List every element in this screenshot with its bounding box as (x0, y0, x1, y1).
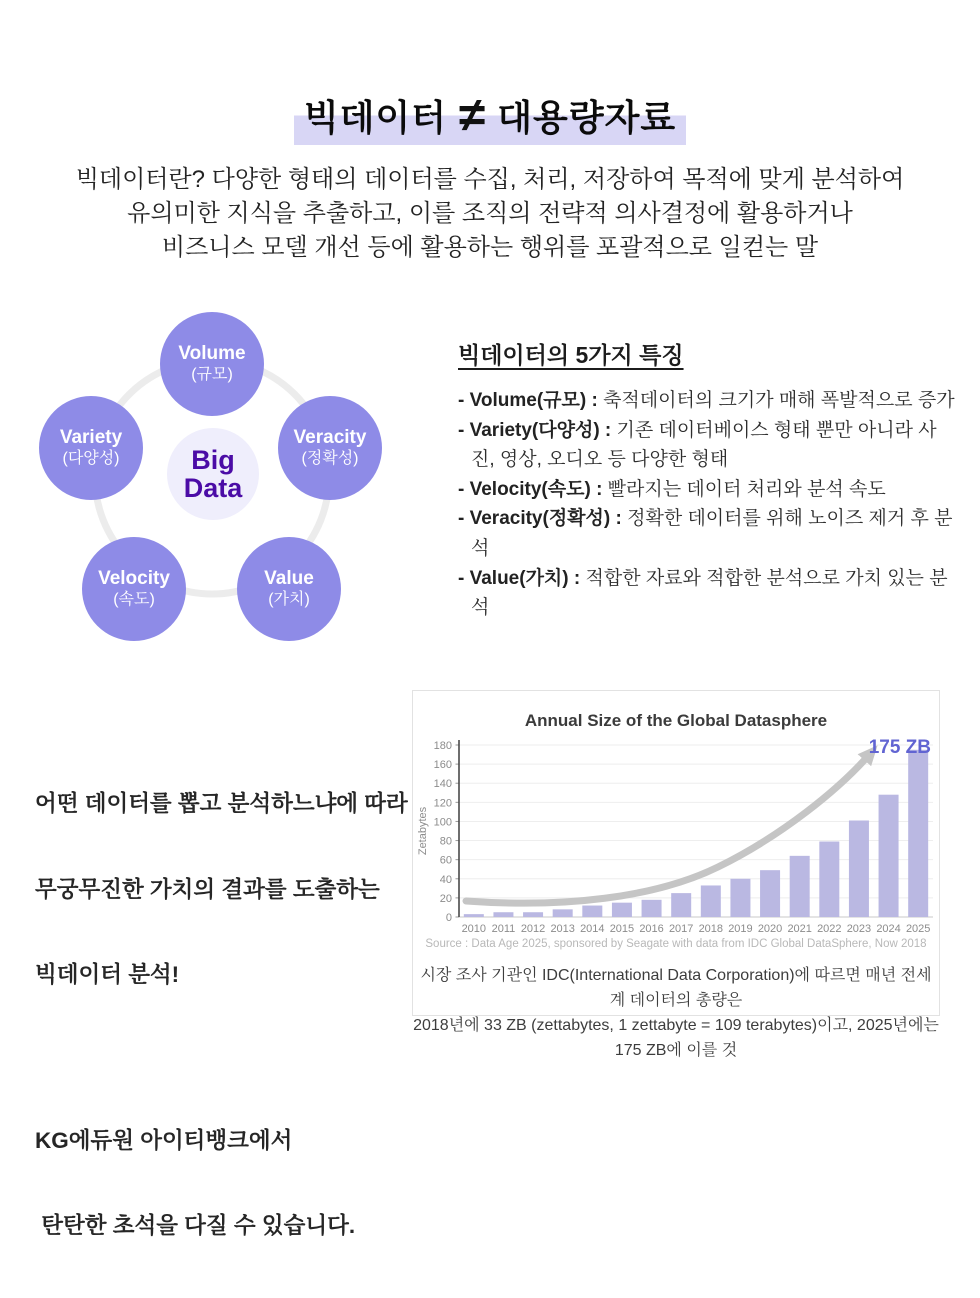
svg-text:2020: 2020 (757, 923, 783, 935)
promo-line: 탄탄한 초석을 다질 수 있습니다. (35, 1213, 356, 1238)
node-velocity-label: Velocity (98, 568, 170, 589)
feature-term: - Veracity(정확성) : (458, 508, 628, 530)
node-variety (39, 396, 143, 500)
feature-term: - Velocity(속도) : (458, 478, 608, 500)
node-variety-sub: (다양성) (62, 450, 120, 467)
promo-line: 빅데이터 분석! (35, 962, 180, 987)
not-equal-symbol: ≠ (458, 88, 486, 142)
node-variety-label: Variety (59, 427, 123, 448)
feature-item-veracity (458, 504, 958, 563)
feature-term: - Value(가치) : (458, 567, 586, 589)
svg-text:2018: 2018 (698, 923, 724, 935)
svg-text:80: 80 (439, 835, 452, 848)
svg-text:100: 100 (433, 816, 452, 829)
intro-paragraph (0, 163, 980, 265)
feature-item-velocity (458, 475, 958, 505)
center-node-big-data (167, 428, 259, 520)
node-value-sub: (가치) (268, 591, 310, 608)
svg-text:0: 0 (445, 912, 452, 924)
intro-line-3: 비즈니스 모델 개선 등에 활용하는 행위를 포괄적으로 일컫는 말 (161, 234, 819, 261)
node-velocity (82, 537, 186, 641)
features-heading: 빅데이터의 5가지 특징 (458, 342, 684, 368)
intro-line-1: 빅데이터란? 다양한 형태의 데이터를 수집, 처리, 저장하여 목적에 맞게 분석하여 (75, 166, 905, 193)
feature-term: - Volume(규모) : (458, 390, 604, 411)
feature-item-variety (458, 416, 958, 475)
center-line-1: Big (191, 445, 235, 475)
promo-line: 무궁무진한 가치의 결과를 도출하는 (35, 876, 380, 902)
chart-caption-line-1: 시장 조사 기관인 IDC(International Data Corporation)에 따르면 매년 전세계 데이터의 총량은 (420, 967, 932, 1009)
node-veracity (278, 396, 382, 500)
feature-desc: 적합한 자료와 적합한 분석으로 가치 있는 분석 (471, 567, 948, 619)
title-highlight (294, 90, 686, 145)
chart-caption-line-2: 2018년에 33 ZB (zettabytes, 1 zettabyte = 109 terabytes)이고, 2025년에는 175 ZB에 이를 것 (413, 1017, 939, 1059)
feature-item-volume (458, 386, 958, 416)
features-section (458, 337, 958, 623)
node-volume (160, 312, 264, 416)
promo-gap (35, 1047, 435, 1070)
svg-text:2021: 2021 (787, 923, 812, 935)
svg-text:120: 120 (433, 797, 452, 810)
promo-text (35, 733, 435, 1298)
svg-text:2023: 2023 (846, 923, 872, 935)
page-title (0, 90, 980, 145)
svg-text:2025: 2025 (905, 923, 931, 935)
feature-desc: 축적데이터의 크기가 매해 폭발적으로 증가 (603, 390, 955, 411)
chart-caption (413, 963, 939, 1063)
feature-item-value (458, 564, 958, 623)
big-data-5v-diagram (28, 302, 392, 664)
title-right: 대용량자료 (497, 97, 677, 138)
datasphere-bar-chart (413, 735, 939, 941)
svg-text:2022: 2022 (817, 923, 842, 935)
svg-text:2013: 2013 (550, 923, 575, 935)
svg-text:140: 140 (433, 778, 452, 791)
feature-term: - Variety(다양성) : (458, 419, 617, 441)
node-value (237, 537, 341, 641)
svg-text:60: 60 (439, 854, 452, 867)
features-list (458, 386, 958, 623)
svg-text:2012: 2012 (520, 923, 546, 935)
svg-text:Zetabytes: Zetabytes (417, 806, 429, 856)
node-volume-label: Volume (178, 343, 246, 364)
svg-text:2010: 2010 (461, 923, 487, 935)
svg-text:2011: 2011 (491, 923, 516, 935)
datasphere-chart-panel (412, 690, 940, 1059)
svg-text:2019: 2019 (728, 923, 753, 935)
feature-desc: 빨라지는 데이터 처리와 분석 속도 (607, 478, 886, 500)
svg-text:2017: 2017 (668, 923, 694, 935)
center-line-2: Data (183, 473, 243, 503)
node-veracity-sub: (정확성) (301, 450, 359, 467)
chart-source: Source : Data Age 2025, sponsored by Seagate with data from IDC Global DataSphere, Now 2018 (425, 938, 927, 950)
intro-line-2: 유의미한 지식을 추출하고, 이를 조직의 전략적 의사결정에 활용하거나 (127, 200, 853, 227)
svg-text:180: 180 (433, 740, 452, 752)
svg-text:160: 160 (433, 759, 452, 772)
svg-text:2024: 2024 (876, 923, 901, 935)
svg-text:2016: 2016 (639, 923, 664, 935)
feature-desc: 정확한 데이터를 위해 노이즈 제거 후 분석 (471, 508, 953, 559)
svg-text:2015: 2015 (609, 923, 635, 935)
svg-text:2014: 2014 (580, 923, 605, 935)
title-left: 빅데이터 (303, 97, 447, 138)
chart-title: Annual Size of the Global Datasphere (524, 711, 828, 730)
promo-line: KG에듀원 아이티뱅크에서 (35, 1127, 293, 1153)
node-volume-sub: (규모) (191, 366, 233, 383)
svg-text:175 ZB: 175 ZB (868, 737, 931, 758)
promo-line: 어떤 데이터를 뽑고 분석하느냐에 따라 (35, 791, 408, 816)
feature-desc: 기존 데이터베이스 형태 뿐만 아니라 사진, 영상, 오디오 등 다양한 형태 (471, 419, 937, 471)
node-value-label: Value (264, 568, 314, 589)
node-veracity-label: Veracity (293, 427, 367, 448)
node-velocity-sub: (속도) (113, 591, 155, 608)
svg-text:20: 20 (439, 892, 452, 905)
svg-text:40: 40 (439, 873, 452, 886)
